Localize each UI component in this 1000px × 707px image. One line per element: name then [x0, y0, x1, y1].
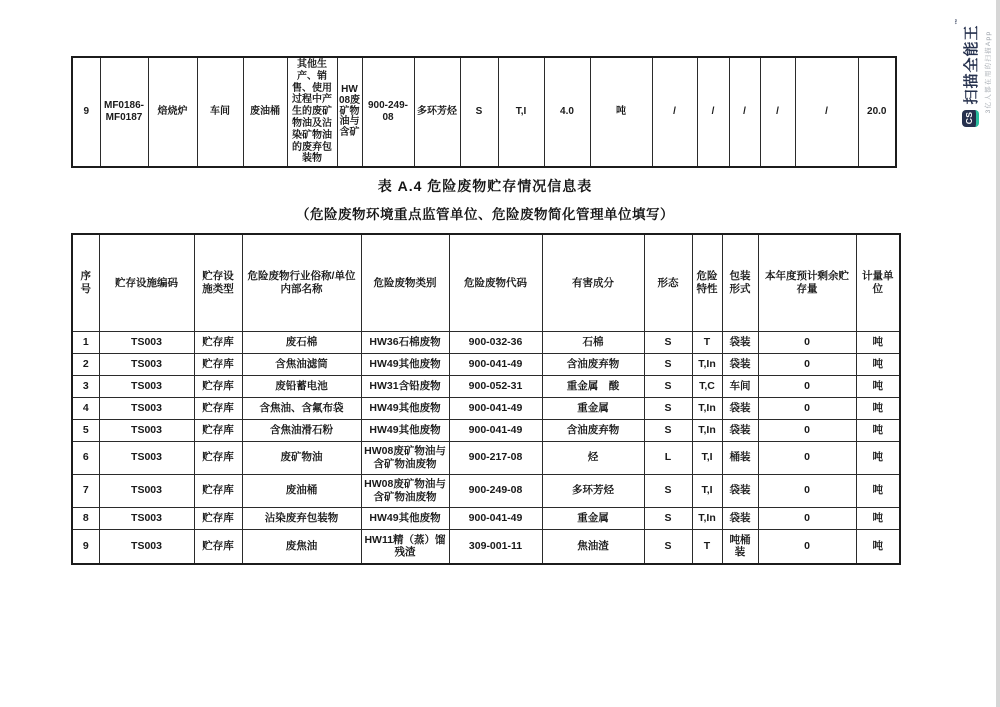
col-header: 危险废物行业俗称/单位内部名称 [242, 234, 361, 331]
cell: T,I [692, 441, 722, 474]
cell: TS003 [99, 331, 194, 353]
table-row [72, 474, 900, 507]
cell: 900-249-08 [362, 57, 414, 167]
cell: / [729, 57, 760, 167]
cell: 沾染废弃包装物 [242, 507, 361, 529]
cell: S [644, 507, 692, 529]
cell: 袋装 [722, 419, 758, 441]
cell: S [644, 529, 692, 564]
cell: 900-041-49 [449, 353, 542, 375]
cell: MF0186-MF0187 [100, 57, 148, 167]
cell: 贮存库 [194, 507, 242, 529]
col-header: 序号 [72, 234, 99, 331]
cell: 含油废弃物 [542, 353, 644, 375]
cell: TS003 [99, 419, 194, 441]
cell: 吨 [856, 331, 900, 353]
cell: TS003 [99, 375, 194, 397]
cell: 贮存库 [194, 331, 242, 353]
cell: TS003 [99, 397, 194, 419]
cell: 袋装 [722, 331, 758, 353]
cell: 900-032-36 [449, 331, 542, 353]
cell: 贮存库 [194, 474, 242, 507]
cell: HW49其他废物 [361, 397, 449, 419]
cell: 8 [72, 507, 99, 529]
cell: T,C [692, 375, 722, 397]
cell: 吨 [856, 397, 900, 419]
cell: HW08废矿物油与含矿物油废物 [361, 474, 449, 507]
cell: 废石棉 [242, 331, 361, 353]
table-header-row [72, 234, 900, 331]
cell: 重金属 酸 [542, 375, 644, 397]
watermark-tagline: 3亿人都在用的扫描App [985, 30, 992, 114]
cell: 4 [72, 397, 99, 419]
cell: 0 [758, 331, 856, 353]
cell: 吨 [856, 419, 900, 441]
col-header: 有害成分 [542, 234, 644, 331]
cell: 贮存库 [194, 375, 242, 397]
cell: 含油废弃物 [542, 419, 644, 441]
table-row [72, 375, 900, 397]
col-header: 本年度预计剩余贮存量 [758, 234, 856, 331]
table-row [72, 441, 900, 474]
cell: TS003 [99, 474, 194, 507]
cell: 烃 [542, 441, 644, 474]
cell: 2 [72, 353, 99, 375]
cell: 9 [72, 57, 100, 167]
cell: 900-041-49 [449, 507, 542, 529]
cell: S [644, 331, 692, 353]
cell: HW36石棉废物 [361, 331, 449, 353]
scan-edge-shadow [996, 0, 1000, 707]
page-title: 表 A.4 危险废物贮存情况信息表 [377, 178, 593, 194]
cell: 900-041-49 [449, 419, 542, 441]
cell: 贮存库 [194, 441, 242, 474]
cell: T [692, 529, 722, 564]
cell: 袋装 [722, 353, 758, 375]
table-row [72, 353, 900, 375]
cell: 900-041-49 [449, 397, 542, 419]
cell: 多环芳烃 [542, 474, 644, 507]
col-header: 危险废物类别 [361, 234, 449, 331]
previous-table-fragment [71, 56, 897, 168]
cell: 废铅蓄电池 [242, 375, 361, 397]
cell: 吨 [856, 474, 900, 507]
cell: 含焦油滑石粉 [242, 419, 361, 441]
page-subtitle: （危险废物环境重点监管单位、危险废物简化管理单位填写） [296, 207, 674, 222]
cell: HW11精（蒸）馏残渣 [361, 529, 449, 564]
cell: 焙烧炉 [148, 57, 197, 167]
cell: TS003 [99, 529, 194, 564]
col-header: 危险废物代码 [449, 234, 542, 331]
cell: S [644, 419, 692, 441]
cell: 废油桶 [242, 474, 361, 507]
cell: 车间 [722, 375, 758, 397]
cell: / [697, 57, 729, 167]
camscanner-logo-icon: CS [962, 110, 979, 127]
cell: T,I [498, 57, 544, 167]
cell: 废油桶 [243, 57, 287, 167]
cell: 袋装 [722, 507, 758, 529]
cell: T,In [692, 507, 722, 529]
cell: 6 [72, 441, 99, 474]
cell: 多环芳烃 [414, 57, 460, 167]
cell: HW49其他废物 [361, 419, 449, 441]
camscanner-watermark [955, 12, 994, 132]
cell: 重金属 [542, 507, 644, 529]
cell: 5 [72, 419, 99, 441]
cell: 吨 [856, 353, 900, 375]
cell: 袋装 [722, 397, 758, 419]
cell: 0 [758, 507, 856, 529]
cell: 吨 [590, 57, 652, 167]
cell: 3 [72, 375, 99, 397]
cell: T,In [692, 397, 722, 419]
cell: 吨 [856, 441, 900, 474]
cell: S [644, 474, 692, 507]
cell: 桶装 [722, 441, 758, 474]
cell: 重金属 [542, 397, 644, 419]
cell: 含焦油滤筒 [242, 353, 361, 375]
cell: 含焦油、含氟布袋 [242, 397, 361, 419]
col-header: 包装形式 [722, 234, 758, 331]
cell: HW49其他废物 [361, 353, 449, 375]
cell: S [644, 353, 692, 375]
col-header: 贮存设施类型 [194, 234, 242, 331]
table-row [72, 419, 900, 441]
cell: T,In [692, 353, 722, 375]
cell: / [652, 57, 697, 167]
table-row [72, 529, 900, 564]
cell: 车间 [197, 57, 243, 167]
cell: 0 [758, 474, 856, 507]
cell: 贮存库 [194, 419, 242, 441]
cell: 1 [72, 331, 99, 353]
cell: 袋装 [722, 474, 758, 507]
cell: 其他生产、销售、使用过程中产生的废矿物油及沾染矿物油的废弃包装物 [287, 57, 337, 167]
cell: 4.0 [544, 57, 590, 167]
cell: T [692, 331, 722, 353]
col-header: 危险特性 [692, 234, 722, 331]
table-row [72, 57, 896, 167]
cell: T,I [692, 474, 722, 507]
cell: 吨 [856, 529, 900, 564]
cell: T,In [692, 419, 722, 441]
cell: 0 [758, 353, 856, 375]
cell: 贮存库 [194, 353, 242, 375]
cell: 0 [758, 441, 856, 474]
table-row [72, 331, 900, 353]
cell: 石棉 [542, 331, 644, 353]
cell: 0 [758, 419, 856, 441]
table-row [72, 507, 900, 529]
table-row [72, 397, 900, 419]
cell: 贮存库 [194, 529, 242, 564]
col-header: 计量单位 [856, 234, 900, 331]
cell: 20.0 [858, 57, 896, 167]
col-header: 形态 [644, 234, 692, 331]
col-header: 贮存设施编码 [99, 234, 194, 331]
watermark-logo-row [955, 17, 981, 127]
cell: L [644, 441, 692, 474]
cell: 900-249-08 [449, 474, 542, 507]
cell: TS003 [99, 441, 194, 474]
cell: HW08废矿物油与含矿 [337, 57, 362, 167]
cell: 9 [72, 529, 99, 564]
cell: TS003 [99, 353, 194, 375]
cell: 0 [758, 529, 856, 564]
cell: / [760, 57, 795, 167]
hazardous-waste-storage-table [71, 233, 901, 565]
cell: / [795, 57, 858, 167]
cell: 900-052-31 [449, 375, 542, 397]
cell: S [644, 375, 692, 397]
trademark-symbol: ™ [955, 17, 961, 25]
cell: HW31含铅废物 [361, 375, 449, 397]
cell: 吨 [856, 507, 900, 529]
cell: 7 [72, 474, 99, 507]
cell: HW49其他废物 [361, 507, 449, 529]
cell: S [644, 397, 692, 419]
cell: 吨 [856, 375, 900, 397]
cell: 焦油渣 [542, 529, 644, 564]
cell: 废矿物油 [242, 441, 361, 474]
cell: HW08废矿物油与含矿物油废物 [361, 441, 449, 474]
cell: 900-217-08 [449, 441, 542, 474]
cell: TS003 [99, 507, 194, 529]
cell: 309-001-11 [449, 529, 542, 564]
cell: 废焦油 [242, 529, 361, 564]
cell: S [460, 57, 498, 167]
cell: 0 [758, 375, 856, 397]
cell: 0 [758, 397, 856, 419]
watermark-app-name [955, 17, 981, 105]
cell: 吨桶装 [722, 529, 758, 564]
cell: 贮存库 [194, 397, 242, 419]
watermark-app-name-text: 扫描全能王 [963, 24, 980, 105]
